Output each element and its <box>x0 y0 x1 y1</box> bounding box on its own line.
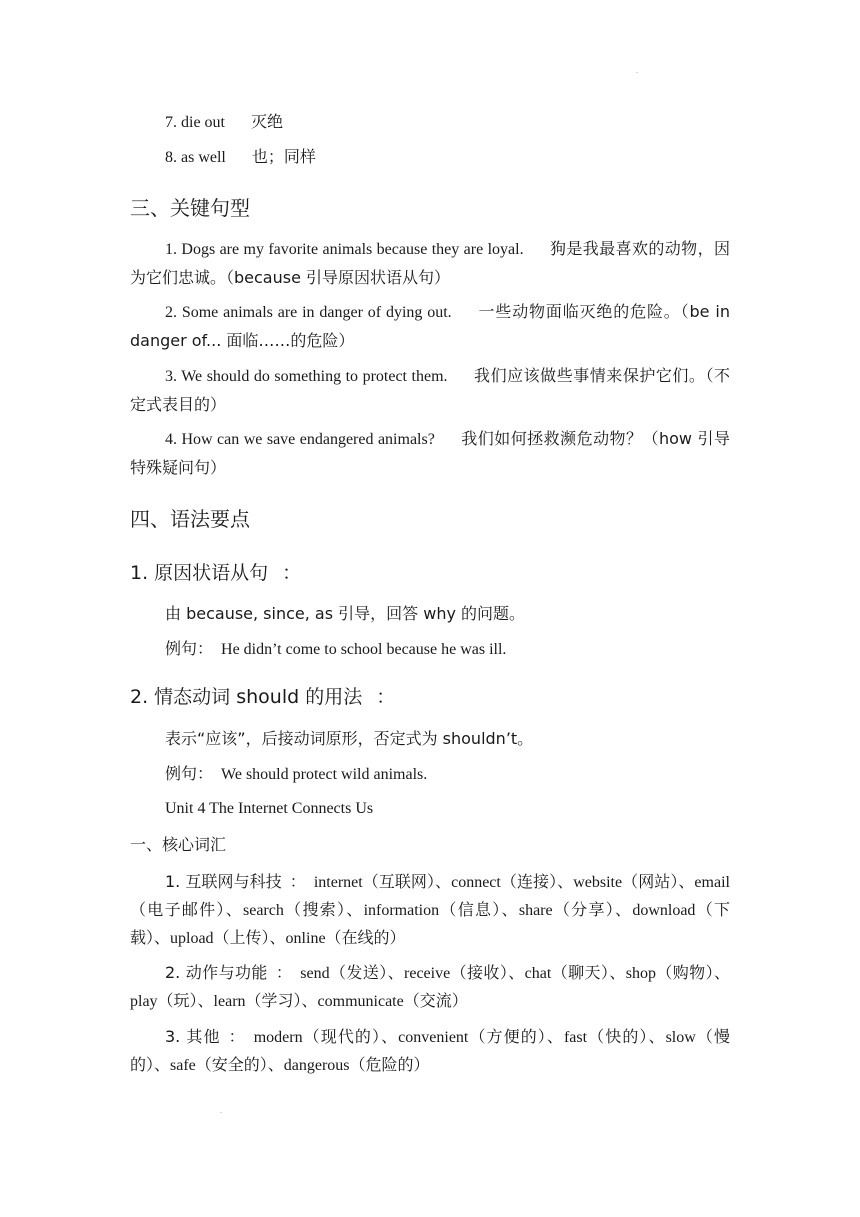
grammar-heading: 2. 情态动词 should 的用法 ： <box>130 686 396 708</box>
grammar-rule: 表示“应该”，后接动词原形，否定式为 shouldn’t。 <box>165 729 534 748</box>
vocab-item: 7. die out 灭绝 <box>165 112 284 131</box>
grammar-example: 例句： We should protect wild animals. <box>165 764 428 783</box>
vocab-group: 2. 动作与功能 ： send（发送）、receive（接收）、chat（聊天）、shop（购物）、play（玩）、learn（学习）、communicate（交流） <box>130 963 730 1010</box>
section-heading: 一、核心词汇 <box>130 835 227 854</box>
key-sentence: 1. Dogs are my favorite animals because they are loyal. 狗是我最喜欢的动物，因为它们忠诚。（because 引导原因状语从句） <box>130 239 730 287</box>
section-heading: 四、语法要点 <box>130 507 250 531</box>
vocab-group: 1. 互联网与科技 ： internet（互联网）、connect（连接）、website（网站）、email（电子邮件）、search（搜索）、information（信息）、share（分享）、download（下载）、upload（上传）、online（在线的） <box>130 872 730 947</box>
key-sentence: 4. How can we save endangered animals? 我们如何拯救濒危动物？（how 引导特殊疑问句） <box>130 429 730 477</box>
header-mark: · <box>636 70 638 77</box>
vocab-item: 8. as well 也；同样 <box>165 147 316 166</box>
grammar-example: 例句： He didn’t come to school because he was ill. <box>165 639 507 658</box>
unit-title: Unit 4 The Internet Connects Us <box>165 800 374 817</box>
key-sentence: 2. Some animals are in danger of dying out. 一些动物面临灭绝的危险。（be in danger of... 面临……的危险） <box>130 302 730 350</box>
key-sentence: 3. We should do something to protect them. 我们应该做些事情来保护它们。（不定式表目的） <box>130 366 730 414</box>
grammar-heading: 1. 原因状语从句 ： <box>130 562 302 584</box>
vocab-group: 3. 其他 ： modern（现代的）、convenient（方便的）、fast（快的）、slow（慢的）、safe（安全的）、dangerous（危险的） <box>130 1027 730 1074</box>
section-heading: 三、关键句型 <box>130 196 250 220</box>
grammar-rule: 由 because, since, as 引导，回答 why 的问题。 <box>165 604 526 623</box>
footer-mark: · <box>220 1110 222 1117</box>
